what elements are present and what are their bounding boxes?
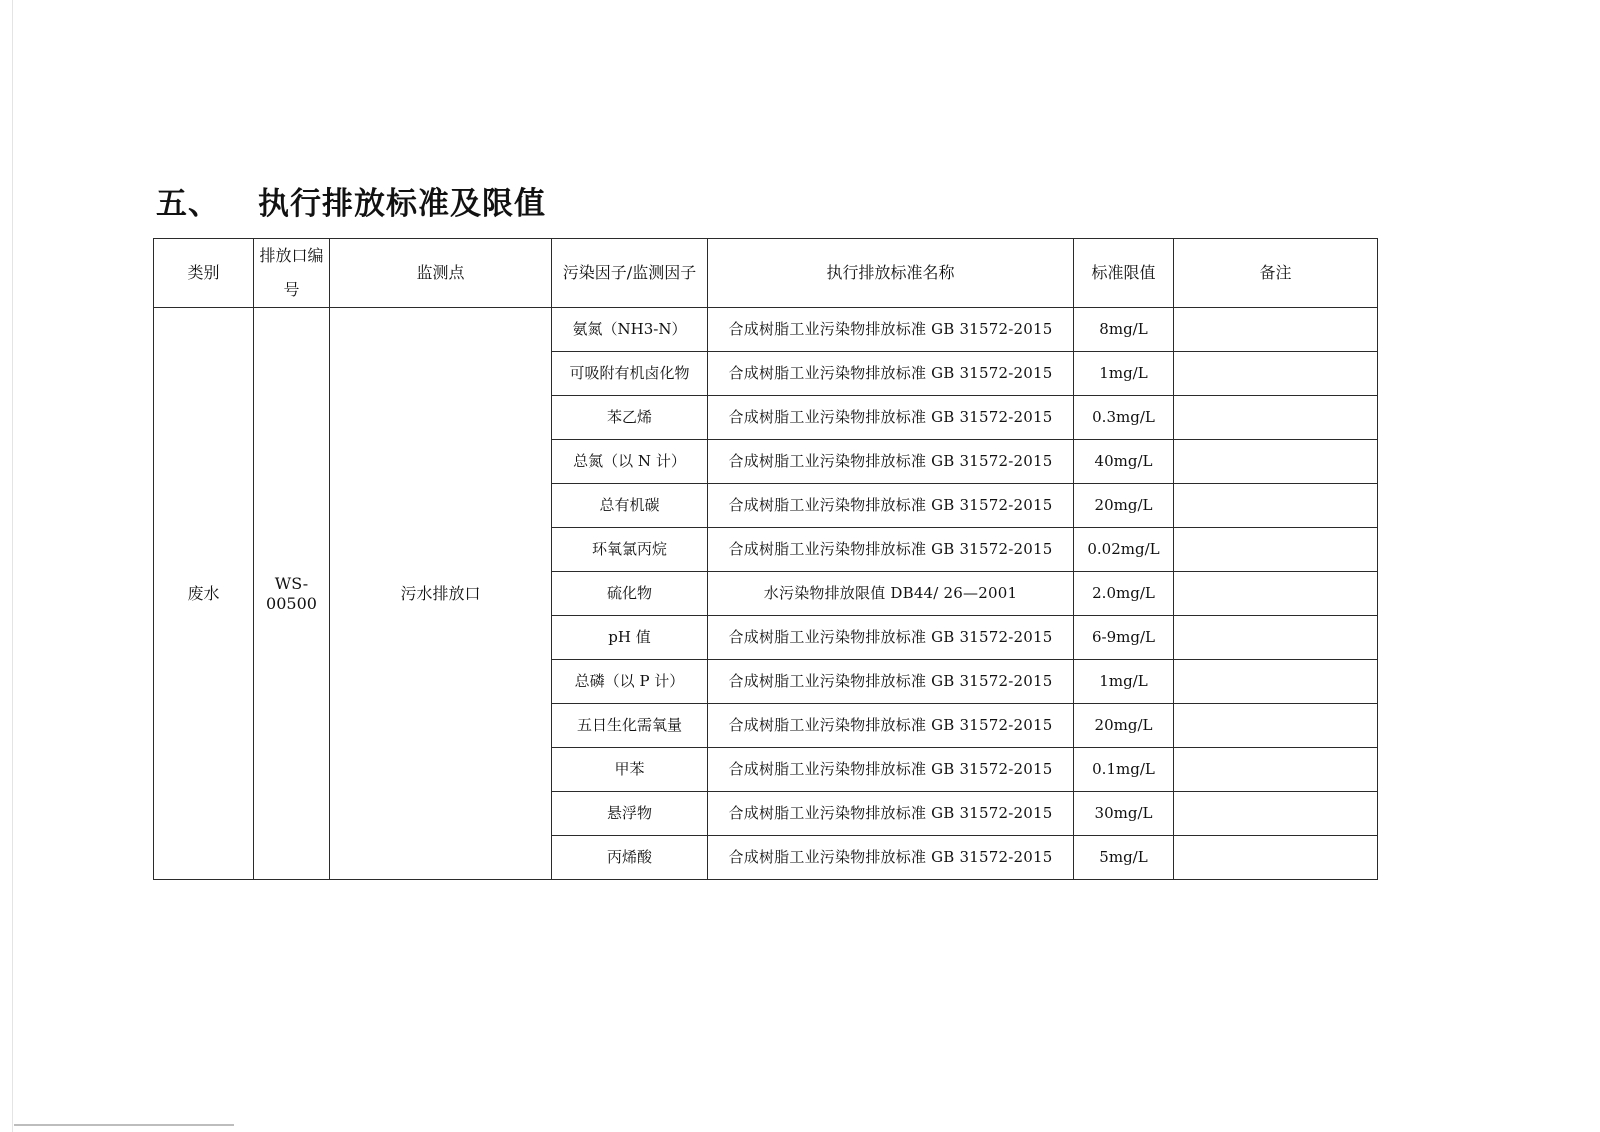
limit-cell: 20mg/L [1074,484,1174,528]
limit-cell: 5mg/L [1074,836,1174,880]
standard-name-cell: 合成树脂工业污染物排放标准 GB 31572-2015 [708,704,1074,748]
remark-cell [1174,352,1378,396]
header-limit: 标准限值 [1074,239,1174,308]
pollutant-cell: 丙烯酸 [552,836,708,880]
limit-cell: 2.0mg/L [1074,572,1174,616]
section-heading [156,178,546,223]
standard-name-cell: 合成树脂工业污染物排放标准 GB 31572-2015 [708,308,1074,352]
remark-cell [1174,572,1378,616]
standard-name-cell: 合成树脂工业污染物排放标准 GB 31572-2015 [708,616,1074,660]
pollutant-cell: 总氮（以 N 计） [552,440,708,484]
pollutant-cell: 悬浮物 [552,792,708,836]
standard-name-cell: 合成树脂工业污染物排放标准 GB 31572-2015 [708,396,1074,440]
pollutant-cell: 总磷（以 P 计） [552,660,708,704]
header-standard-name: 执行排放标准名称 [708,239,1074,308]
limit-cell: 40mg/L [1074,440,1174,484]
monitor-point-cell: 污水排放口 [330,308,552,880]
limit-cell: 6-9mg/L [1074,616,1174,660]
pollutant-cell: 苯乙烯 [552,396,708,440]
pollutant-cell: pH 值 [552,616,708,660]
category-cell: 废水 [154,308,254,880]
pollutant-cell: 硫化物 [552,572,708,616]
header-monitor-point: 监测点 [330,239,552,308]
pollutant-cell: 可吸附有机卤化物 [552,352,708,396]
outlet-no-cell: WS-00500 [254,308,330,880]
table-row [154,308,1378,352]
scan-artifact-line [14,1124,234,1126]
standard-name-cell: 合成树脂工业污染物排放标准 GB 31572-2015 [708,792,1074,836]
limit-cell: 0.1mg/L [1074,748,1174,792]
remark-cell [1174,440,1378,484]
pollutant-cell: 甲苯 [552,748,708,792]
remark-cell [1174,308,1378,352]
section-title: 执行排放标准及限值 [258,186,546,222]
remark-cell [1174,748,1378,792]
remark-cell [1174,792,1378,836]
limit-cell: 20mg/L [1074,704,1174,748]
standard-name-cell: 合成树脂工业污染物排放标准 GB 31572-2015 [708,660,1074,704]
table-body [154,308,1378,880]
header-row [154,239,1378,308]
standard-name-cell: 合成树脂工业污染物排放标准 GB 31572-2015 [708,352,1074,396]
standard-name-cell: 合成树脂工业污染物排放标准 GB 31572-2015 [708,440,1074,484]
limit-cell: 0.3mg/L [1074,396,1174,440]
standard-name-cell: 合成树脂工业污染物排放标准 GB 31572-2015 [708,484,1074,528]
remark-cell [1174,616,1378,660]
table-header [154,239,1378,308]
header-remark: 备注 [1174,239,1378,308]
pollutant-cell: 氨氮（NH3-N） [552,308,708,352]
remark-cell [1174,396,1378,440]
limit-cell: 30mg/L [1074,792,1174,836]
limit-cell: 8mg/L [1074,308,1174,352]
remark-cell [1174,660,1378,704]
header-pollutant: 污染因子/监测因子 [552,239,708,308]
limit-cell: 1mg/L [1074,352,1174,396]
remark-cell [1174,704,1378,748]
standard-name-cell: 水污染物排放限值 DB44/ 26—2001 [708,572,1074,616]
pollutant-cell: 环氧氯丙烷 [552,528,708,572]
emission-standards-table [153,238,1378,880]
section-number: 五、 [156,186,220,222]
standard-name-cell: 合成树脂工业污染物排放标准 GB 31572-2015 [708,836,1074,880]
page-edge [12,0,13,1132]
limit-cell: 0.02mg/L [1074,528,1174,572]
header-outlet-no: 排放口编号 [254,239,330,308]
remark-cell [1174,528,1378,572]
standard-name-cell: 合成树脂工业污染物排放标准 GB 31572-2015 [708,528,1074,572]
limit-cell: 1mg/L [1074,660,1174,704]
pollutant-cell: 总有机碳 [552,484,708,528]
remark-cell [1174,836,1378,880]
header-category: 类别 [154,239,254,308]
remark-cell [1174,484,1378,528]
pollutant-cell: 五日生化需氧量 [552,704,708,748]
standard-name-cell: 合成树脂工业污染物排放标准 GB 31572-2015 [708,748,1074,792]
